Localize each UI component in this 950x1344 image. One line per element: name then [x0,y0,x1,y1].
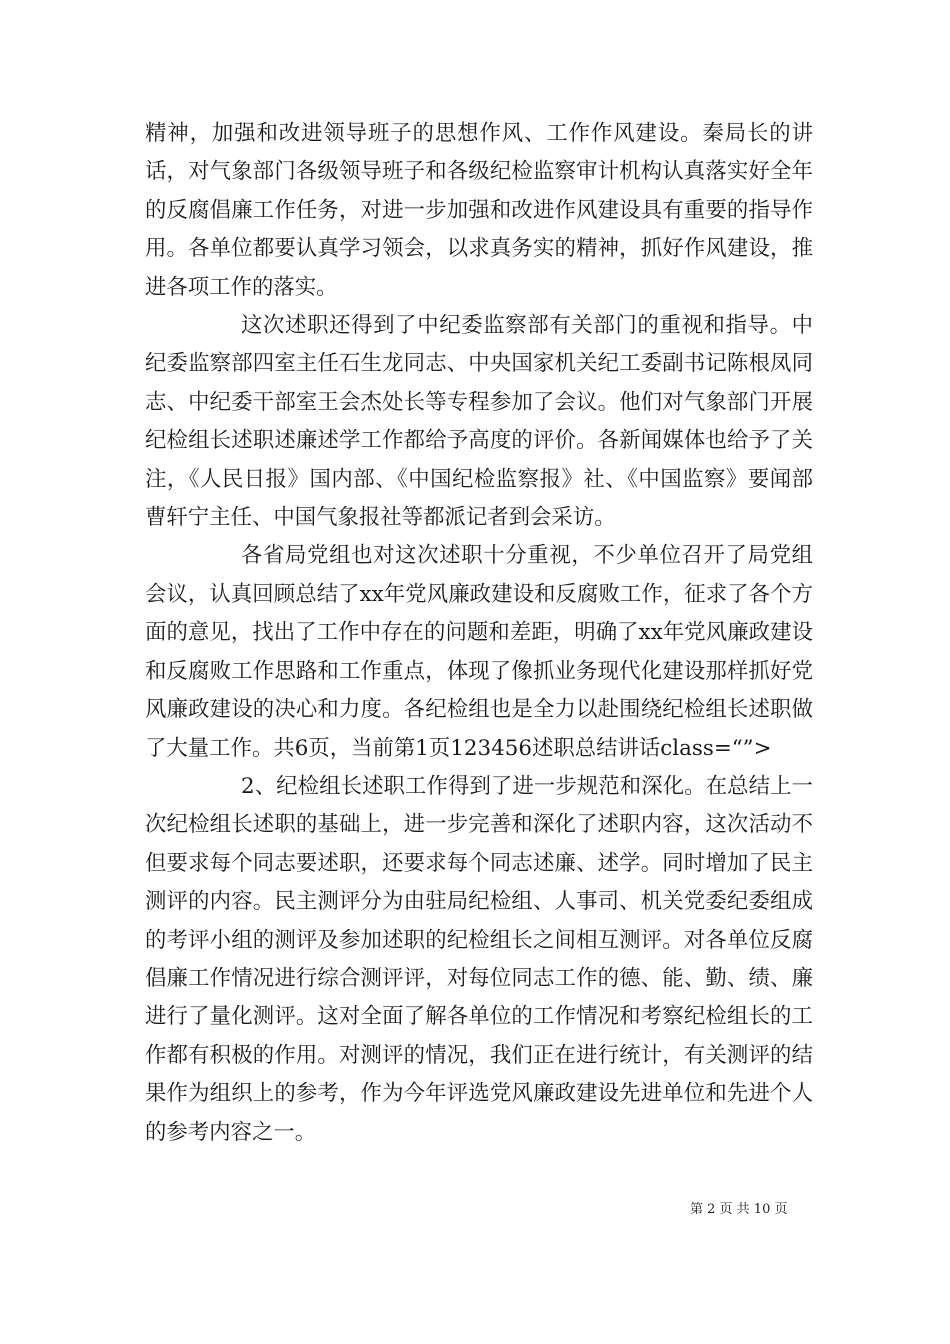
page-number-footer: 第 2 页 共 10 页 [690,1202,788,1217]
paragraph-1: 精神，加强和改进领导班子的思想作风、工作作风建设。秦局长的讲话，对气象部门各级领导班子和各级纪检监察审计机构认真落实好全年的反腐倡廉工作任务，对进一步加强和改进作风建设具有重要的指导作用。各单位都要认真学习领会，以求真务实的精神，抓好作风建设，推进各项工作的落实。 [145,121,813,300]
paragraph-2: 这次述职还得到了中纪委监察部有关部门的重视和指导。中纪委监察部四室主任石生龙同志、中央国家机关纪工委副书记陈根凤同志、中纪委干部室王会杰处长等专程参加了会议。他们对气象部门开展纪检组长述职述廉述学工作都给予高度的评价。各新闻媒体也给予了关注，《人民日报》国内部、《中国纪检监察报》社、《中国监察》要闻部曹轩宁主任、中国气象报社等都派记者到会采访。 [145,313,813,531]
paragraph-4: 2、纪检组长述职工作得到了进一步规范和深化。在总结上一次纪检组长述职的基础上，进一步完善和深化了述职内容，这次活动不但要求每个同志要述职，还要求每个同志述廉、述学。同时增加了民主测评的内容。民主测评分为由驻局纪检组、人事司、机关党委纪委组成的考评小组的测评及参加述职的纪检组长之间相互测评。对各单位反腐倡廉工作情况进行综合测评评，对每位同志工作的德、能、勤、绩、廉进行了量化测评。这对全面了解各单位的工作情况和考察纪检组长的工作都有积极的作用。对测评的情况，我们正在进行统计，有关测评的结果作为组织上的参考，作为今年评选党风廉政建设先进单位和先进个人的参考内容之一。 [145,773,813,1145]
paragraph-3: 各省局党组也对这次述职十分重视，不少单位召开了局党组会议，认真回顾总结了xx年党风廉政建设和反腐败工作，征求了各个方面的意见，找出了工作中存在的问题和差距，明确了xx年党风廉政建设和反腐败工作思路和工作重点，体现了像抓业务现代化建设那样抓好党风廉政建设的决心和力度。各纪检组也是全力以赴围绕纪检组长述职做了大量工作。共6页，当前第1页123456述职总结讲话class=“”> [145,543,813,761]
document-body [145,115,813,1152]
